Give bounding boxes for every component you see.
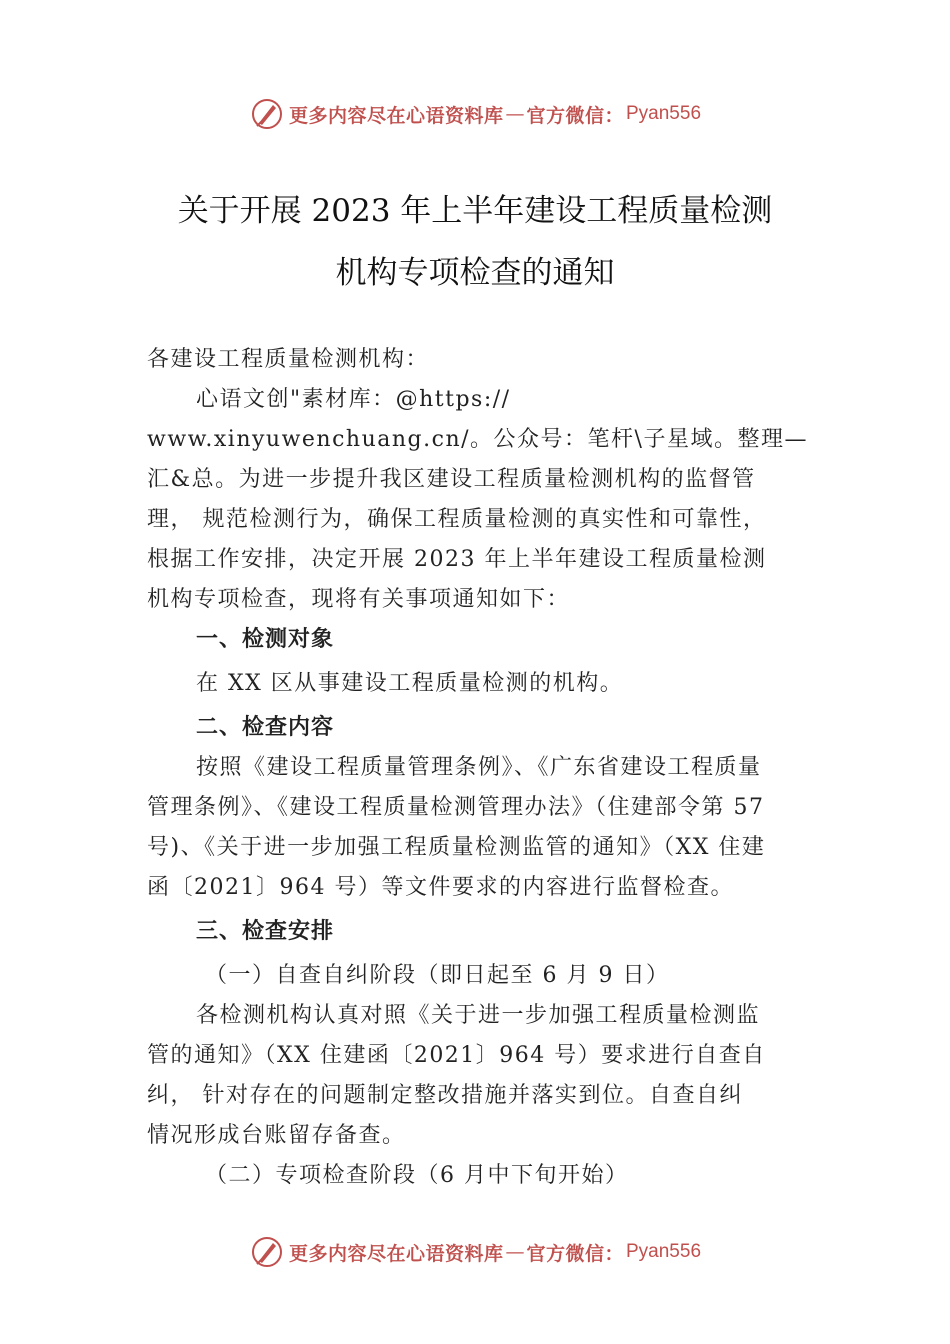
salutation: 各建设工程质量检测机构：	[147, 347, 430, 372]
watermark-wechat-id: Pyan556	[626, 1241, 702, 1262]
intro-line: 理， 规范检测行为，确保工程质量检测的真实性和可靠性，	[147, 507, 767, 532]
quill-pen-logo-icon	[249, 96, 285, 132]
watermark-brand-text: 更多内容尽在心语资料库	[288, 104, 504, 127]
quill-pen-logo-icon	[249, 1234, 285, 1270]
watermark-dash: —	[505, 103, 525, 125]
section-2-line: 函〔2021〕964 号）等文件要求的内容进行监督检查。	[147, 875, 734, 900]
section-heading-3: 三、检查安排	[196, 919, 335, 944]
footer-watermark	[0, 1232, 950, 1272]
subsection-1-paragraph	[147, 996, 807, 1156]
section-2-line: 号)、《关于进一步加强工程质量检测监管的通知》（XX 住建	[147, 835, 766, 860]
subsection-1-line: 各检测机构认真对照《关于进一步加强工程质量检测监	[196, 1003, 761, 1028]
section-heading-2: 二、检查内容	[196, 715, 335, 740]
section-2-line: 按照《建设工程质量管理条例》、《广东省建设工程质量	[196, 755, 762, 780]
section-heading-1: 一、检测对象	[196, 627, 335, 652]
subsection-heading-2: （二）专项检查阶段（6 月中下旬开始）	[205, 1163, 629, 1188]
section-1-paragraph: 在 XX 区从事建设工程质量检测的机构。	[196, 671, 624, 696]
watermark-wechat-label: 官方微信：	[526, 104, 624, 127]
intro-line: 根据工作安排，决定开展 2023 年上半年建设工程质量检测	[147, 547, 767, 572]
watermark-wechat-label: 官方微信：	[526, 1242, 624, 1265]
title-line-1: 关于开展 2023 年上半年建设工程质量检测	[177, 193, 773, 229]
intro-line: 心语文创"素材库：@https://	[196, 387, 511, 412]
intro-line: www.xinyuwenchuang.cn/。公众号：笔杆\子星域。整理—	[147, 427, 808, 452]
header-watermark	[0, 94, 950, 134]
intro-paragraph	[147, 380, 807, 620]
section-2-line: 管理条例》、《建设工程质量检测管理办法》（住建部令第 57	[147, 795, 765, 820]
intro-line: 机构专项检查，现将有关事项通知如下：	[147, 587, 571, 612]
document-title	[100, 180, 850, 304]
subsection-heading-1: （一）自查自纠阶段（即日起至 6 月 9 日）	[205, 963, 670, 988]
document-body	[147, 340, 807, 1196]
watermark-brand-text: 更多内容尽在心语资料库	[288, 1242, 504, 1265]
subsection-1-line: 管的通知》（XX 住建函〔2021〕964 号）要求进行自查自	[147, 1043, 766, 1068]
watermark-wechat-id: Pyan556	[626, 103, 702, 124]
title-line-2: 机构专项检查的通知	[335, 255, 615, 291]
subsection-1-line: 纠， 针对存在的问题制定整改措施并落实到位。自查自纠	[147, 1083, 743, 1108]
subsection-1-line: 情况形成台账留存备查。	[147, 1123, 406, 1148]
intro-line: 汇&总。为进一步提升我区建设工程质量检测机构的监督管	[147, 467, 756, 492]
section-2-paragraph	[147, 748, 807, 908]
watermark-dash: —	[505, 1241, 525, 1263]
